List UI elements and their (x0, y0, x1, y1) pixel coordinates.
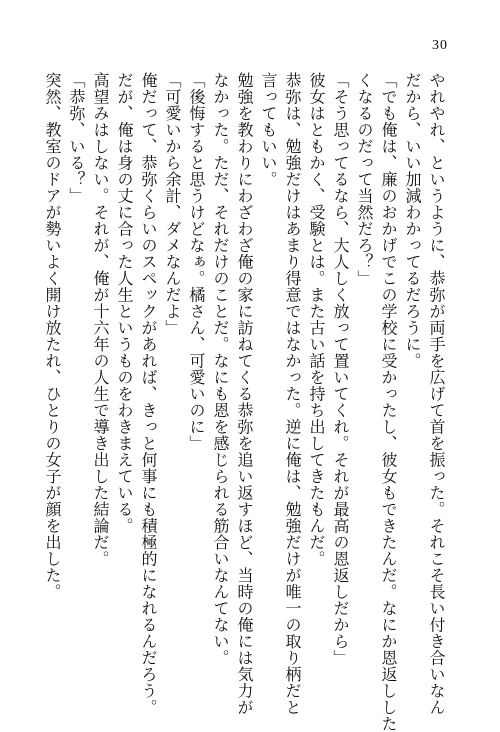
text-line: 「恭弥、いる？」 (67, 72, 86, 204)
text-line: なかった。ただ、それだけのことだ。なにも恩を感じられる筋合いなんてない。 (211, 72, 230, 666)
text-line: 突然、教室のドアが勢いよく開け放たれ、ひとりの女子が顔を出した。 (43, 72, 62, 600)
text-line: 彼女はともかく、受験とは。また古い話を持ち出してきたもんだ。 (307, 72, 326, 567)
text-line: 「でも俺は、廉のおかげでこの学校に受かったし、彼女もできたんだ。なにか恩返しした (379, 72, 398, 732)
text-line: 俺だって、恭弥くらいのスペックがあれば、きっと何事にも積極的になれるんだろう。 (139, 72, 158, 716)
page-number: 30 (432, 38, 448, 53)
novel-text-block (43, 72, 448, 732)
text-line: 「後悔すると思うけどなぁ。橘さん、可愛いのに」 (187, 72, 206, 452)
text-line: だから、いい加減わかってるだろうに。 (403, 72, 422, 369)
text-line: 「可愛いから余計、ダメなんだよ」 (163, 72, 182, 336)
text-line: 勉強を教わりにわざわざ俺の家に訪ねてくる恭弥を追い返すほど、当時の俺には気力が (235, 72, 254, 716)
text-line: 言ってもいい。 (259, 72, 278, 188)
text-line: 高望みはしない。それが、俺が十六年の人生で導き出した結論だ。 (91, 72, 110, 567)
text-line: 「そう思ってるなら、大人しく放って置いてくれ。それが最高の恩返しだから」 (331, 72, 350, 666)
text-line: だが、俺は身の丈に合った人生というものをわきまえている。 (115, 72, 134, 534)
text-line: くなるのだって当然だろ？」 (355, 72, 374, 287)
text-line: 恭弥は、勉強だけはあまり得意ではなかった。逆に俺は、勉強だけが唯一の取り柄だと (283, 72, 302, 716)
text-line: やれやれ、というように、恭弥が両手を広げて首を振った。それこそ長い付き合いなん (427, 72, 446, 716)
